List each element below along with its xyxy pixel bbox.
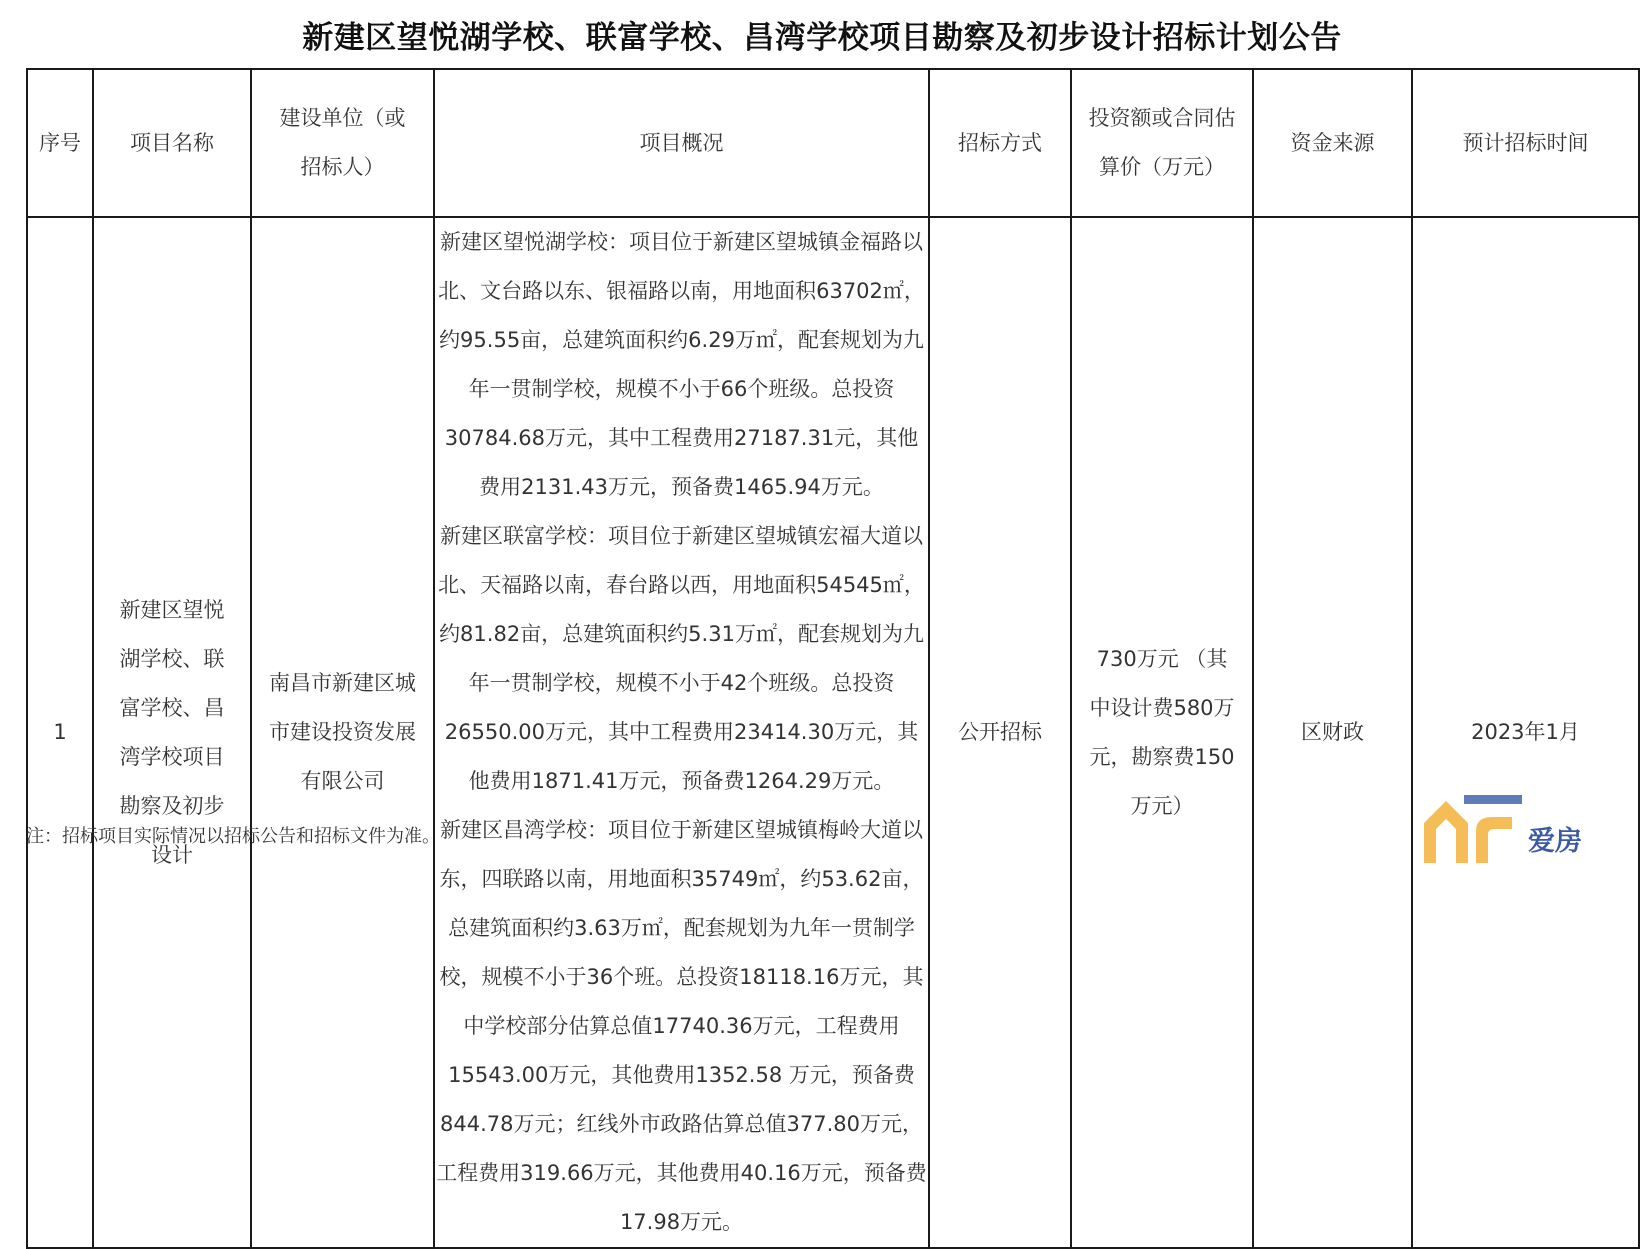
cell-project-name: 新建区望悦湖学校、联富学校、昌湾学校项目勘察及初步设计: [93, 217, 251, 1248]
header-fund-source: 资金来源: [1253, 69, 1412, 217]
header-summary: 项目概况: [434, 69, 929, 217]
header-builder: 建设单位（或招标人）: [251, 69, 434, 217]
bidding-plan-table: [26, 68, 1640, 1249]
cell-planned-time: 2023年1月: [1412, 217, 1639, 1248]
header-index: 序号: [27, 69, 93, 217]
header-bidding-method: 招标方式: [929, 69, 1071, 217]
watermark-label: 爱房: [1528, 826, 1582, 857]
summary-wangyuehu-school: 新建区望悦湖学校：项目位于新建区望城镇金福路以北、文台路以东、银福路以南，用地面积63702㎡，约95.55亩，总建筑面积约6.29万㎡，配套规划为九年一贯制学校，规模不小于66个班级。总投资30784.68万元，其中工程费用27187.31元，其他费用2131.43万元，预备费1465.94万元。: [438, 230, 925, 499]
cell-investment: 730万元 （其中设计费580万元，勘察费150万元）: [1071, 217, 1253, 1248]
cell-project-summary: [434, 217, 929, 1248]
cell-fund-source: 区财政: [1253, 217, 1412, 1248]
header-planned-time: 预计招标时间: [1412, 69, 1639, 217]
table-row: [27, 217, 1639, 1248]
footnote: 注：招标项目实际情况以招标公告和招标文件为准。: [26, 826, 440, 847]
header-investment: 投资额或合同估算价（万元）: [1071, 69, 1253, 217]
cell-builder: 南昌市新建区城市建设投资发展有限公司: [251, 217, 434, 1248]
summary-lianfu-school: 新建区联富学校：项目位于新建区望城镇宏福大道以北、天福路以南，春台路以西，用地面积54545㎡，约81.82亩，总建筑面积约5.31万㎡，配套规划为九年一贯制学校，规模不小于42个班级。总投资26550.00万元，其中工程费用23414.30万元，其他费用1871.41万元，预备费1264.29万元。: [438, 524, 925, 793]
header-project-name: 项目名称: [93, 69, 251, 217]
cell-bidding-method: 公开招标: [929, 217, 1071, 1248]
table-header-row: [27, 69, 1639, 217]
cell-index: 1: [27, 217, 93, 1248]
page-title: 新建区望悦湖学校、联富学校、昌湾学校项目勘察及初步设计招标计划公告: [302, 20, 1342, 56]
summary-changwan-school: 新建区昌湾学校：项目位于新建区望城镇梅岭大道以东，四联路以南，用地面积35749㎡，约53.62亩，总建筑面积约3.63万㎡，配套规划为九年一贯制学校，规模不小于36个班。总投资18118.16万元，其中学校部分估算总值17740.36万元，工程费用15543.00万元，其他费用1352.58 万元，预备费844.78万元；红线外市政路估算总值377.80万元，工程费用319.66万元，其他费用40.16万元，预备费17.98万元。: [436, 818, 927, 1234]
